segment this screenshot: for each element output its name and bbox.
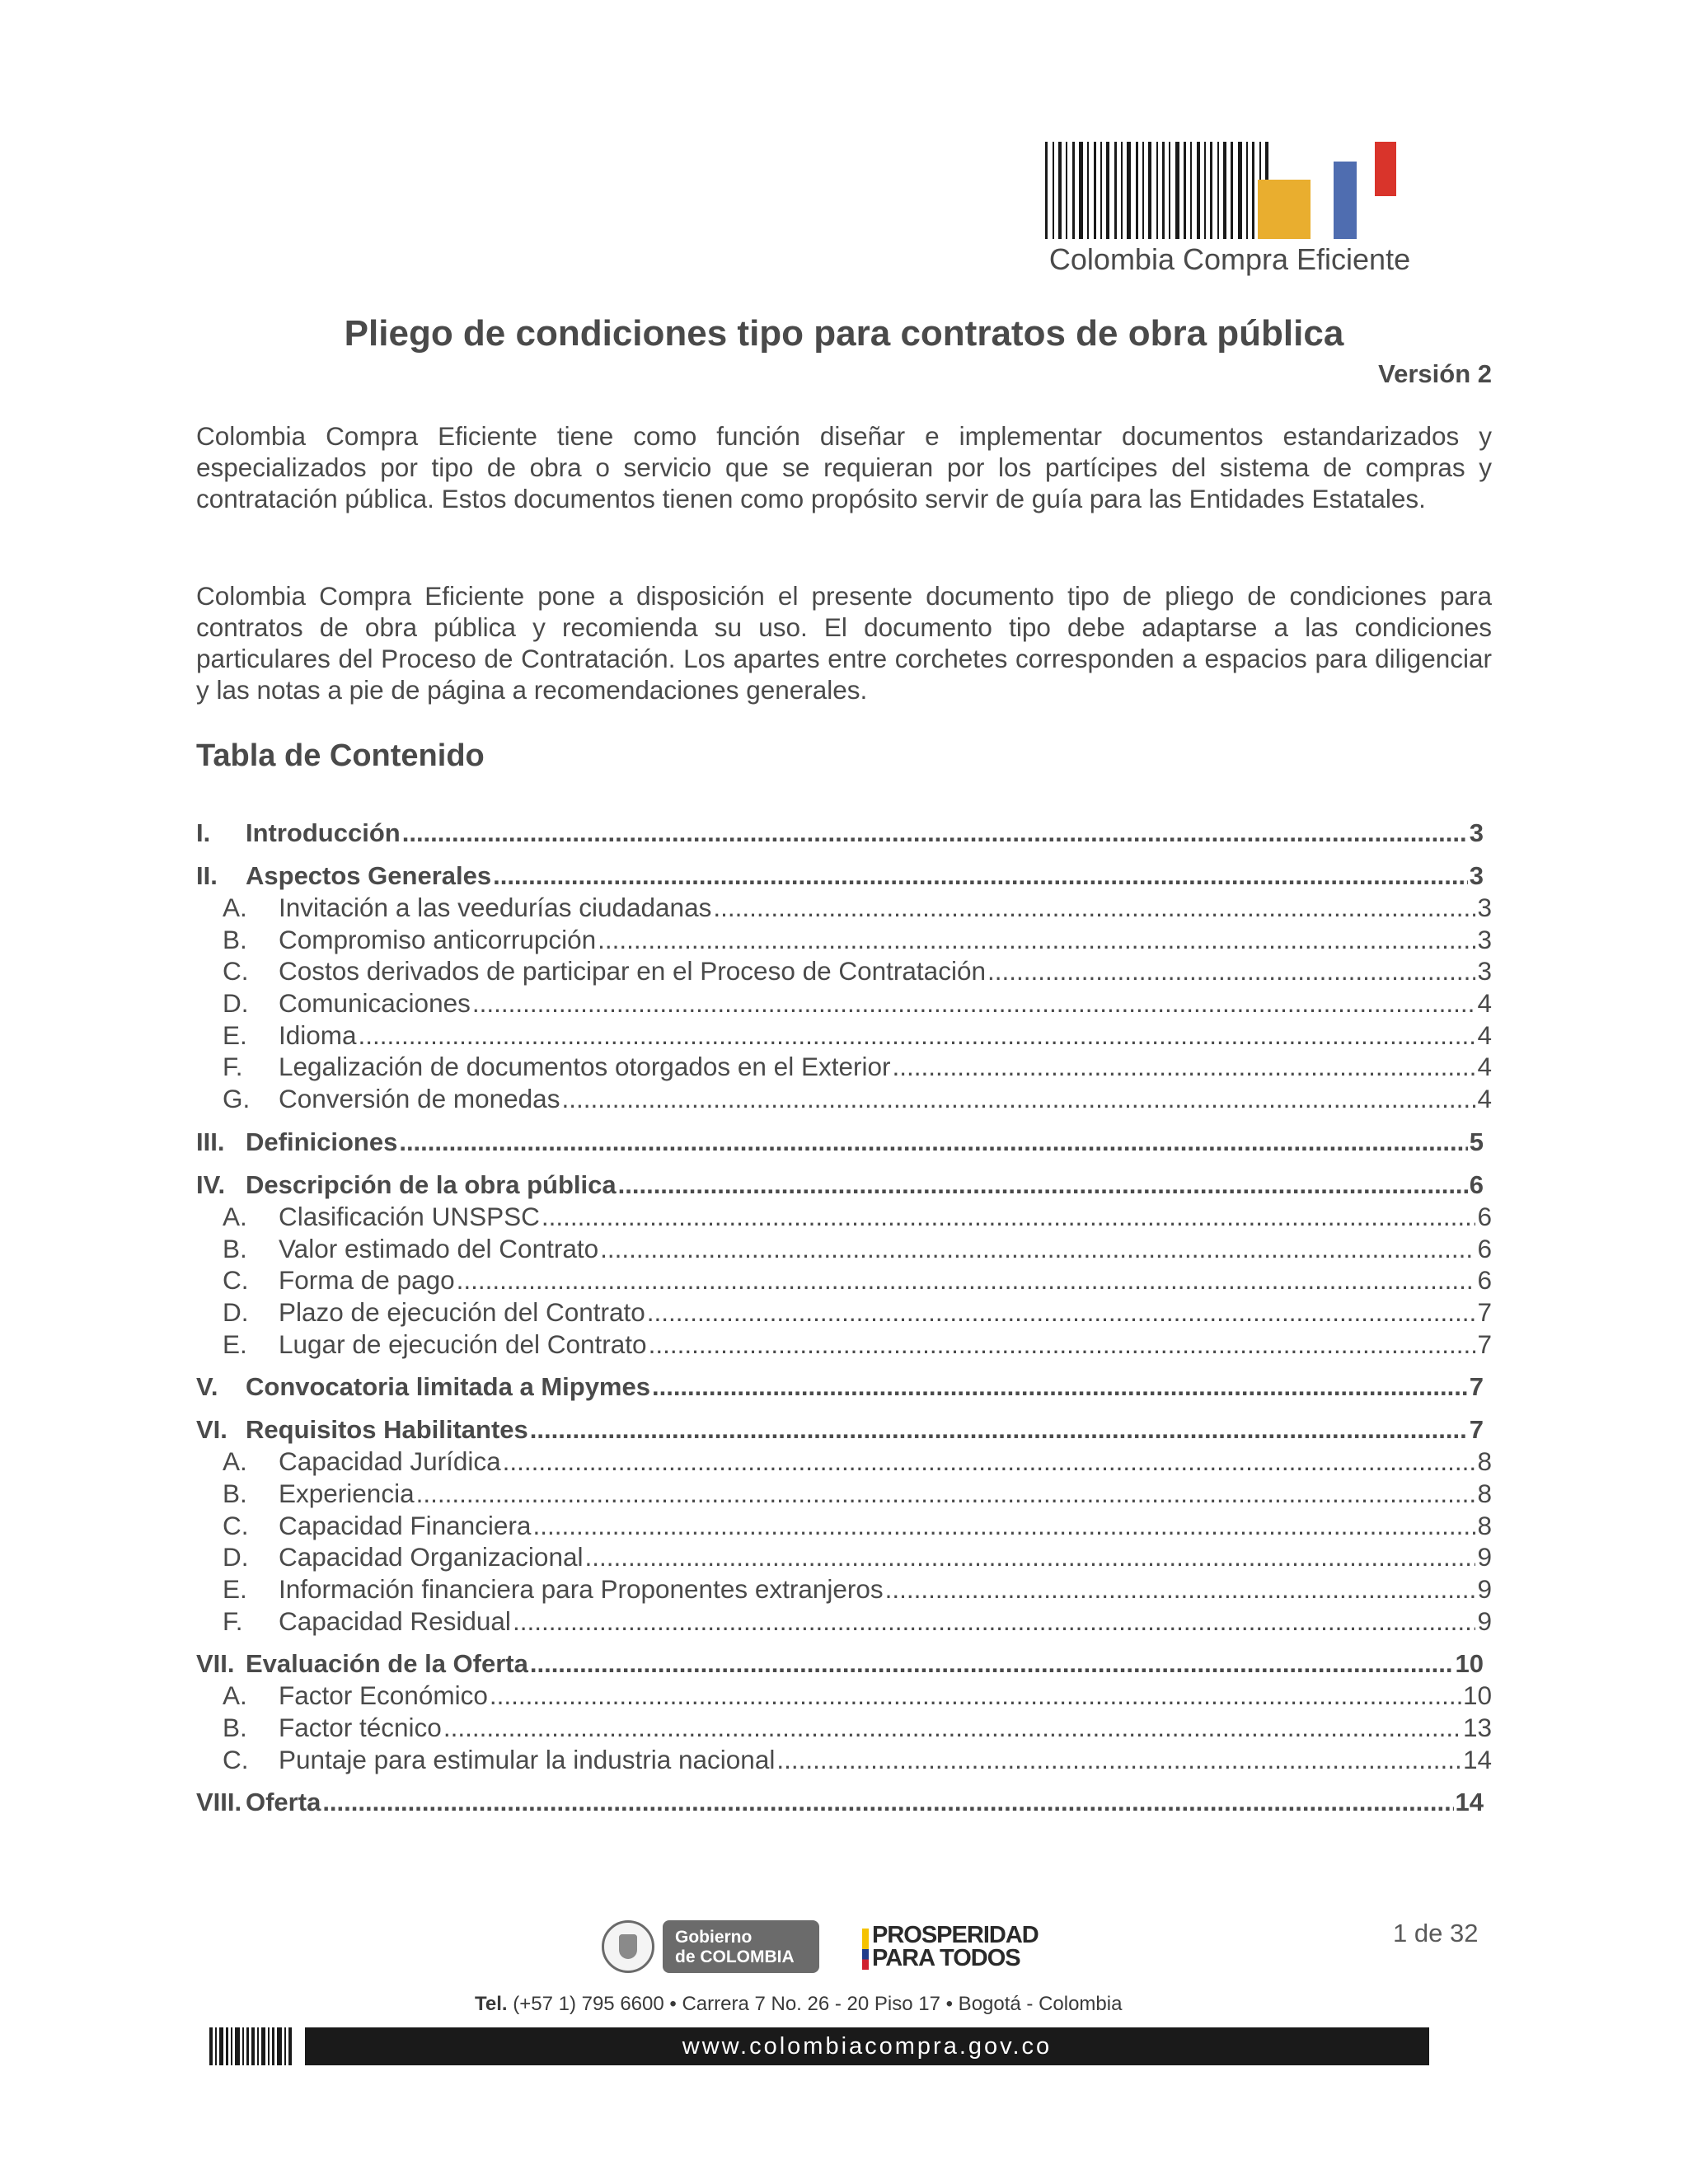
toc-subsection-letter: E. [223,1019,247,1050]
logo-bar [1121,142,1123,239]
toc-subsection-label: Idioma [279,1019,357,1050]
toc-section-number: I. [196,818,211,847]
toc-section-row[interactable] [196,1170,1492,1202]
toc-subsection-page: 10 [1462,1680,1492,1711]
toc-leader-dots [402,818,1468,848]
toc-subsection-letter: B. [223,1713,247,1743]
toc-subsection-letter: B. [223,1233,247,1263]
intro-paragraph-1: Colombia Compra Eficiente tiene como función diseñar e implementar documentos estandarizados y especializados por tipo de obra o servicio que se requieran por los partícipes del sistema de compras y contratación pública. Estos documentos tienen como propósito servir de guía para las Entidades Estatales. [196,421,1492,513]
toc-leader-dots [600,1234,1475,1264]
footer-bar-stripe [284,2027,286,2065]
toc-subsection-label: Puntaje para estimular la industria nacional [279,1744,776,1774]
toc-subsection-label: Capacidad Organizacional [279,1542,584,1572]
toc-section-number: III. [196,1127,225,1156]
logo-bar [1079,142,1083,239]
footer-bar-stripe [235,2027,240,2065]
toc-leader-dots [457,1265,1476,1296]
toc-subsection-letter: B. [223,1478,247,1508]
logo-bar [1127,142,1131,239]
logo-bar [1114,142,1117,239]
toc-subsection-label: Capacidad Jurídica [279,1446,501,1477]
toc-section-page: 6 [1469,1169,1484,1199]
table-of-contents [196,818,1492,1819]
logo-bar [1058,142,1062,239]
toc-subsection-row[interactable] [196,1329,1492,1361]
toc-subsection-page: 3 [1477,893,1492,922]
toc-subsection-row[interactable] [196,1234,1492,1266]
footer-bar-stripe [209,2027,213,2065]
logo-bar [1066,142,1067,239]
toc-leader-dots [647,1297,1476,1328]
toc-section-number: VI. [196,1415,227,1445]
toc-subsection-letter: C. [223,1744,249,1774]
footer-barcode-icon [209,2027,305,2065]
toc-subsection-row[interactable] [196,1479,1492,1511]
toc-subsection-row[interactable] [196,1265,1492,1297]
toc-section-row[interactable] [196,1127,1492,1159]
logo-bar [1106,142,1109,239]
toc-subsection-row[interactable] [196,1680,1492,1713]
toc-leader-dots [892,1052,1475,1082]
toc-section-label: Requisitos Habilitantes [246,1415,528,1445]
toc-leader-dots [561,1084,1475,1114]
toc-section-label: Introducción [246,818,401,847]
toc-subsection-page: 7 [1477,1296,1492,1327]
toc-subsection-label: Factor Económico [279,1680,488,1711]
logo-bar [1238,142,1242,239]
gobierno-line-1: Gobierno [675,1928,753,1947]
toc-section-label: Convocatoria limitada a Mipymes [246,1372,650,1402]
toc-section-row[interactable] [196,818,1492,850]
toc-leader-dots [513,1606,1476,1637]
toc-subsection-letter: C. [223,956,249,987]
toc-section-page: 7 [1469,1415,1484,1445]
toc-subsection-label: Forma de pago [279,1265,455,1296]
toc-subsection-row[interactable] [196,988,1492,1020]
toc-leader-dots [322,1788,1453,1817]
gobierno-de-colombia-logo [663,1920,819,1973]
toc-subsection-letter: G. [223,1084,251,1114]
toc-leader-dots [652,1372,1468,1402]
toc-leader-dots [493,861,1468,891]
toc-leader-dots [399,1127,1467,1157]
toc-subsection-letter: A. [223,1446,247,1477]
toc-subsection-page: 3 [1477,956,1492,987]
logo-bar [1231,142,1233,239]
logo-bar [1252,142,1254,239]
footer-bar-stripe [231,2027,232,2065]
barcode-logo-icon [1045,142,1414,239]
logo-bar [1204,142,1206,239]
footer-bar-stripe [272,2027,274,2065]
logo-bar [1223,142,1226,239]
logo-bar [1094,142,1096,239]
toc-subsection-letter: F. [223,1605,243,1636]
logo-bar [1246,142,1248,239]
footer-bar-stripe [251,2027,255,2065]
toc-leader-dots [598,925,1475,955]
toc-subsection-row[interactable] [196,1202,1492,1234]
footer-bar-stripe [277,2027,282,2065]
logo-bar [1100,142,1102,239]
toc-section-number: IV. [196,1169,226,1199]
footer-bar-stripe [246,2027,249,2065]
toc-section-page: 7 [1469,1372,1484,1402]
toc-subsection-row[interactable] [196,1297,1492,1329]
document-version: Versión 2 [1378,359,1492,388]
gobierno-line-2: de COLOMBIA [675,1947,795,1966]
contact-details: (+57 1) 795 6600 • Carrera 7 No. 26 - 20 Piso 17 • Bogotá - Colombia [513,1993,1123,2015]
toc-subsection-row[interactable] [196,925,1492,957]
colombia-coat-of-arms-icon [602,1920,654,1973]
footer-bar-stripe [288,2027,292,2065]
logo-bar [1136,142,1138,239]
toc-section-number: II. [196,861,218,890]
logo-bar [1217,142,1219,239]
toc-leader-dots [776,1745,1461,1775]
toc-subsection-label: Compromiso anticorrupción [279,924,597,954]
toc-leader-dots [472,988,1476,1019]
toc-subsection-page: 9 [1477,1542,1492,1572]
tel-label: Tel. [475,1993,508,2015]
toc-leader-dots [530,1649,1454,1679]
toc-subsection-page: 6 [1477,1265,1492,1296]
logo-yellow-block [1258,180,1311,239]
toc-leader-dots [416,1479,1476,1509]
footer-bar-stripe [226,2027,228,2065]
toc-leader-dots [532,1511,1475,1541]
toc-leader-dots [618,1170,1468,1200]
logo-bar [1175,142,1179,239]
toc-subsection-letter: D. [223,988,249,1019]
toc-subsection-row[interactable] [196,1020,1492,1052]
logo-bar [1190,142,1192,239]
toc-subsection-letter: B. [223,924,247,954]
toc-subsection-letter: A. [223,1201,247,1231]
toc-subsection-label: Factor técnico [279,1713,442,1743]
toc-subsection-page: 13 [1462,1713,1492,1743]
toc-leader-dots [713,893,1475,923]
toc-subsection-page: 9 [1477,1605,1492,1636]
footer-bar [209,2027,1429,2065]
intro-paragraph-2: Colombia Compra Eficiente pone a disposición el presente documento tipo de pliego de condiciones para contratos de obra pública y recomienda su uso. El documento tipo debe adaptarse a las condiciones particulares del Proceso de Contratación. Los apartes entre corchetes corresponden a espacios para diligenciar y las notas a pie de página a recomendaciones generales. [196,581,1492,705]
toc-subsection-row[interactable] [196,1542,1492,1574]
toc-leader-dots [490,1680,1461,1711]
toc-subsection-label: Valor estimado del Contrato [279,1233,599,1263]
toc-subsection-label: Clasificación UNSPSC [279,1201,540,1231]
toc-leader-dots [885,1574,1476,1605]
toc-subsection-page: 14 [1462,1744,1492,1774]
logo-bar [1210,142,1212,239]
toc-subsection-letter: D. [223,1542,249,1572]
footer-bar-stripe [219,2027,223,2065]
toc-section-label: Evaluación de la Oferta [246,1649,528,1679]
toc-section-row[interactable] [196,1372,1492,1404]
toc-section-row[interactable] [196,1788,1492,1819]
toc-subsection-row[interactable] [196,1574,1492,1606]
toc-leader-dots [530,1415,1468,1445]
logo-red-block [1375,142,1396,196]
toc-section-label: Oferta [246,1788,321,1817]
contact-info [475,1993,1184,2016]
toc-subsection-letter: C. [223,1265,249,1296]
toc-subsection-page: 4 [1477,1052,1492,1082]
toc-subsection-row[interactable] [196,1606,1492,1638]
toc-section-number: VII. [196,1649,235,1679]
toc-subsection-page: 9 [1477,1574,1492,1604]
toc-subsection-label: Costos derivados de participar en el Proceso de Contratación [279,956,986,987]
toc-subsection-page: 3 [1477,924,1492,954]
footer-bar-stripe [268,2027,270,2065]
document-title: Pliego de condiciones tipo para contratos de obra pública [344,313,1344,354]
toc-section-label: Aspectos Generales [246,861,492,890]
toc-leader-dots [542,1202,1476,1232]
page-number: 1 de 32 [1393,1919,1479,1947]
toc-section-number: V. [196,1372,218,1402]
toc-section-page: 5 [1469,1127,1484,1156]
logo-bar [1169,142,1170,239]
toc-subsection-letter: C. [223,1510,249,1540]
toc-subsection-label: Comunicaciones [279,988,471,1019]
toc-subsection-page: 8 [1477,1510,1492,1540]
footer-bar-stripe [215,2027,217,2065]
colombia-flag-icon [862,1929,869,1970]
toc-section-label: Descripción de la obra pública [246,1169,617,1199]
prosperidad-para-todos-logo [862,1922,1039,1973]
toc-subsection-label: Lugar de ejecución del Contrato [279,1329,647,1359]
logo-bar [1045,142,1048,239]
colombia-compra-logo [1040,142,1419,284]
toc-subsection-label: Capacidad Residual [279,1605,511,1636]
toc-section-row[interactable] [196,861,1492,893]
toc-subsection-row[interactable] [196,956,1492,988]
toc-subsection-row[interactable] [196,1084,1492,1116]
logo-bar [1053,142,1054,239]
toc-subsection-letter: E. [223,1574,247,1604]
logo-text: Colombia Compra Eficiente [1048,242,1411,276]
footer-bar-stripe [242,2027,244,2065]
toc-section-number: VIII. [196,1788,242,1817]
logo-bar [1162,142,1165,239]
toc-section-page: 14 [1455,1788,1484,1817]
toc-subsection-row[interactable] [196,1713,1492,1745]
toc-leader-dots [359,1020,1476,1051]
logo-bar [1156,142,1158,239]
prosperidad-line-1: PROSPERIDAD [872,1922,1039,1948]
toc-section-page: 3 [1469,861,1484,890]
toc-subsection-label: Conversión de monedas [279,1084,560,1114]
toc-subsection-row[interactable] [196,1052,1492,1084]
prosperidad-line-2: PARA TODOS [872,1945,1020,1971]
toc-subsection-page: 4 [1477,988,1492,1019]
toc-leader-dots [649,1329,1476,1360]
toc-section-row[interactable] [196,1649,1492,1680]
toc-subsection-label: Información financiera para Proponentes extranjeros [279,1574,884,1604]
toc-section-label: Definiciones [246,1127,398,1156]
website-url: www.colombiacompra.gov.co [305,2027,1429,2065]
logo-bar [1197,142,1200,239]
logo-blue-block [1334,162,1357,239]
toc-section-page: 10 [1455,1649,1484,1679]
toc-title: Tabla de Contenido [196,738,485,773]
toc-subsection-page: 6 [1477,1233,1492,1263]
footer-bar-stripe [257,2027,259,2065]
toc-subsection-row[interactable] [196,1511,1492,1543]
toc-subsection-letter: D. [223,1296,249,1327]
footer-bar-stripe [261,2027,265,2065]
toc-subsection-label: Experiencia [279,1478,415,1508]
toc-leader-dots [443,1713,1461,1743]
toc-subsection-label: Legalización de documentos otorgados en el Exterior [279,1052,891,1082]
toc-subsection-letter: A. [223,1680,247,1711]
toc-subsection-label: Capacidad Financiera [279,1510,532,1540]
toc-subsection-page: 4 [1477,1019,1492,1050]
toc-subsection-page: 4 [1477,1084,1492,1114]
logo-bar [1184,142,1186,239]
toc-subsection-letter: F. [223,1052,243,1082]
toc-subsection-page: 7 [1477,1329,1492,1359]
toc-leader-dots [503,1446,1476,1477]
toc-subsection-page: 8 [1477,1478,1492,1508]
toc-subsection-page: 8 [1477,1446,1492,1477]
logo-bar [1148,142,1151,239]
toc-subsection-label: Invitación a las veedurías ciudadanas [279,893,712,922]
logo-bar [1142,142,1144,239]
logo-bar [1087,142,1089,239]
toc-subsection-label: Plazo de ejecución del Contrato [279,1296,645,1327]
toc-leader-dots [987,956,1475,987]
toc-subsection-row[interactable] [196,1745,1492,1777]
toc-subsection-letter: E. [223,1329,247,1359]
toc-subsection-row[interactable] [196,1446,1492,1479]
logo-bar [1072,142,1075,239]
toc-section-row[interactable] [196,1415,1492,1446]
toc-leader-dots [584,1542,1475,1572]
toc-subsection-row[interactable] [196,893,1492,925]
toc-subsection-page: 6 [1477,1201,1492,1231]
toc-section-page: 3 [1469,818,1484,847]
toc-subsection-letter: A. [223,893,247,922]
